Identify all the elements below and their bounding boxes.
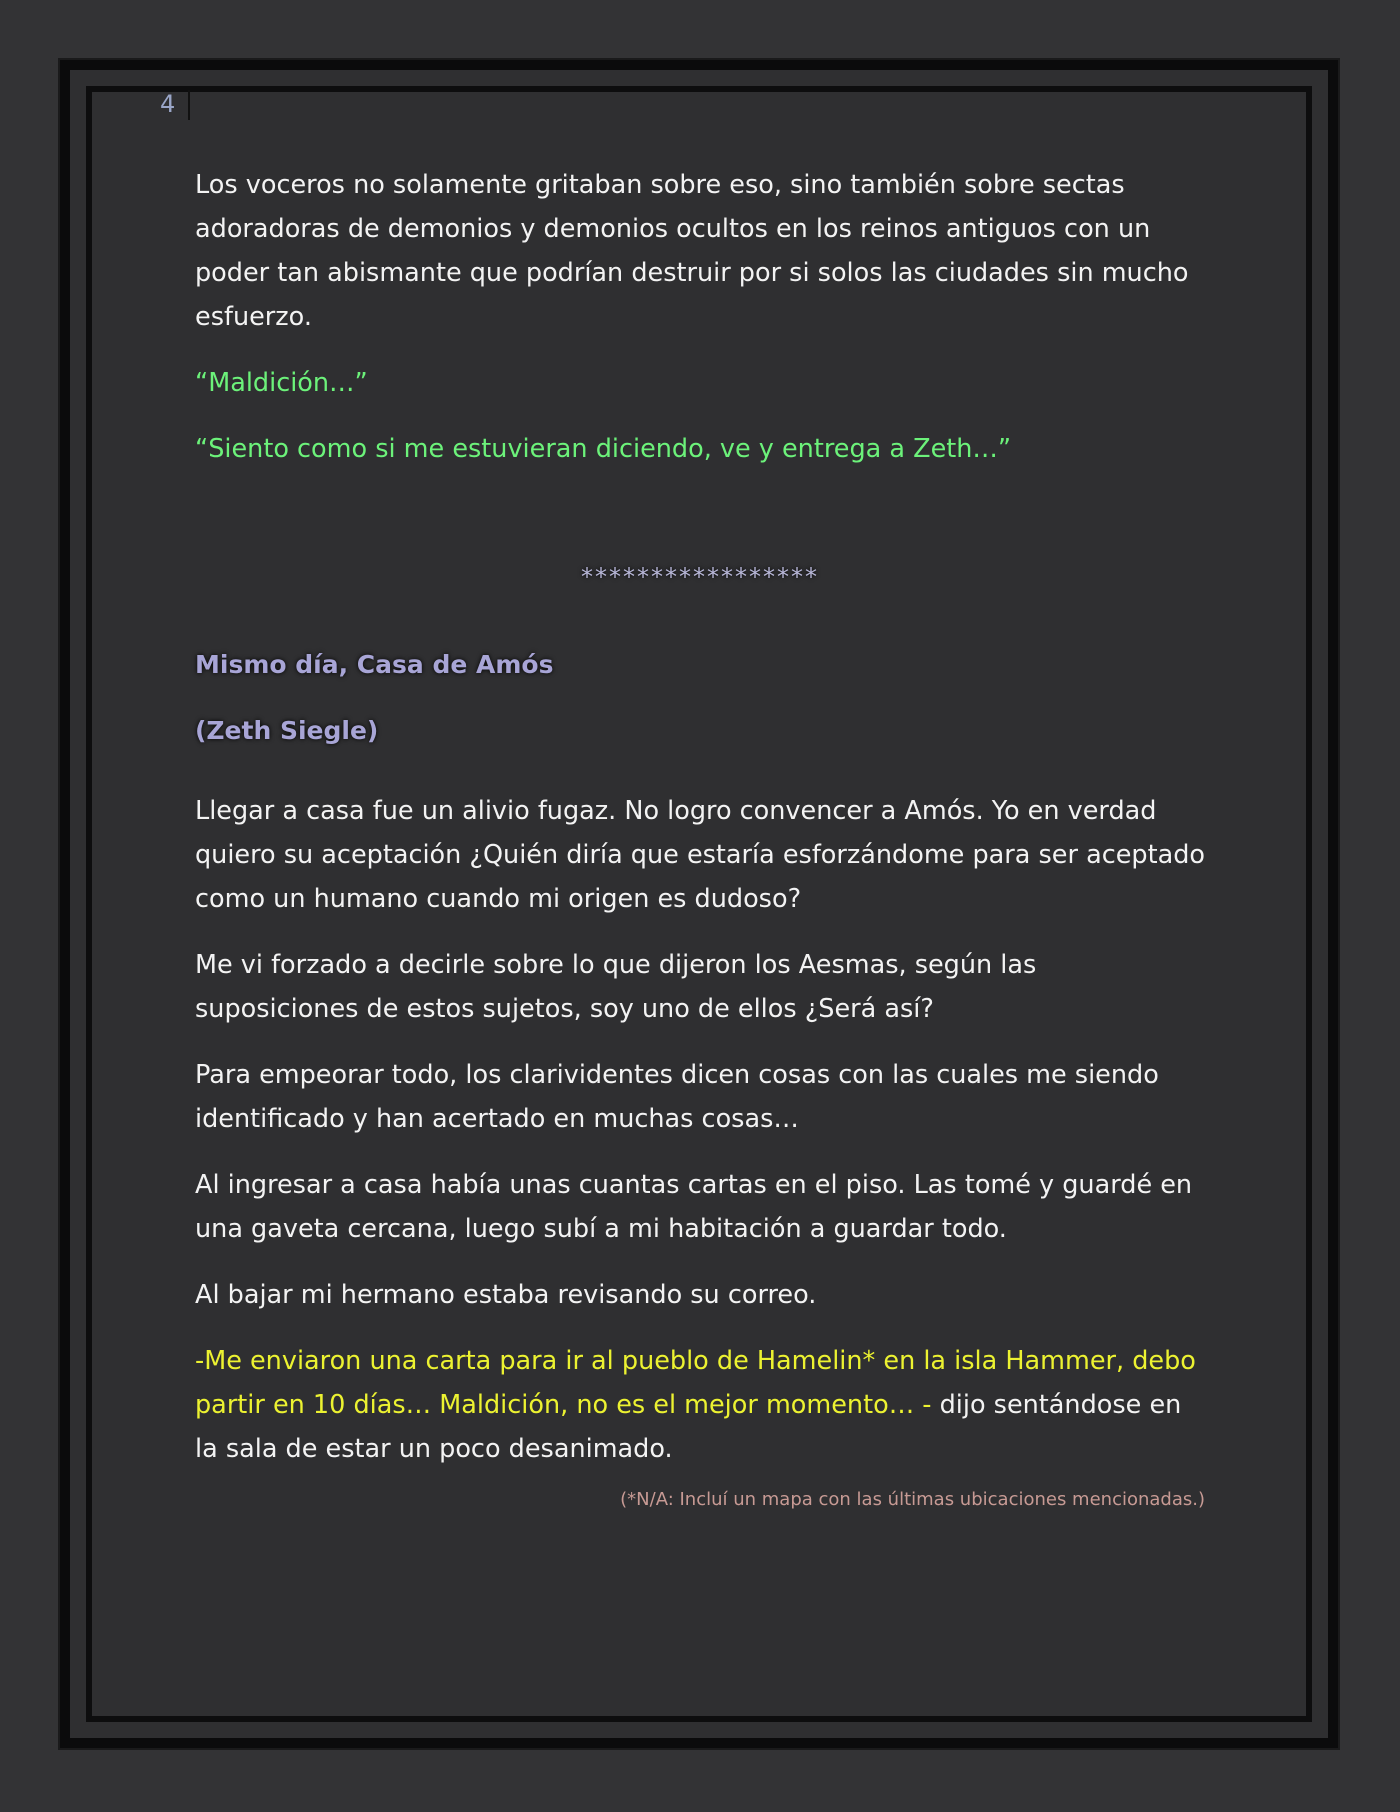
page-number-divider: [188, 90, 190, 120]
thought-maldicion: “Maldición…”: [195, 368, 368, 398]
scene-heading-location: Mismo día, Casa de Amós: [195, 650, 554, 679]
paragraph-voceros: Los voceros no solamente gritaban sobre eso, sino también sobre sectas adoradoras de demonios y demonios ocultos en los reinos antiguos con un poder tan abismante que podrían destruir por si solos las ciudades sin mucho esfuerzo.: [195, 170, 1189, 332]
author-note: (*N/A: Incluí un mapa con las últimas ubicaciones mencionadas.): [620, 1489, 1205, 1510]
paragraph-empeorar: Para empeorar todo, los clarividentes dicen cosas con las cuales me siendo identificado y han acertado en muchas cosas…: [195, 1060, 1159, 1134]
page-frame: [60, 60, 1338, 1748]
paragraph-llegar: Llegar a casa fue un alivio fugaz. No logro convencer a Amós. Yo en verdad quiero su aceptación ¿Quién diría que estaría esforzándome para ser aceptado como un humano cuando mi origen es dudoso?: [195, 796, 1206, 914]
page-content: [195, 163, 1205, 1535]
paragraph-forzado: Me vi forzado a decirle sobre lo que dijeron los Aesmas, según las suposiciones de estos sujetos, soy uno de ellos ¿Será así?: [195, 950, 1037, 1024]
narration-hermano: dijo sentándose en la sala de estar un poco desanimado.: [195, 1390, 1182, 1464]
thought-entrega: “Siento como si me estuvieran diciendo, ve y entrega a Zeth…”: [195, 434, 1012, 464]
scene-divider: *****************: [581, 563, 819, 591]
paragraph-cartas: Al ingresar a casa había unas cuantas cartas en el piso. Las tomé y guardé en una gaveta cercana, luego subí a mi habitación a guardar todo.: [195, 1170, 1193, 1244]
dialogue-hermano: -Me enviaron una carta para ir al pueblo de Hamelin* en la isla Hammer, debo partir en 10 días… Maldición, no es el mejor momento… -: [195, 1346, 1196, 1420]
page-number: 4: [160, 90, 176, 118]
paragraph-dialogue: [195, 1339, 1205, 1471]
scene-heading-pov: (Zeth Siegle): [195, 716, 379, 745]
paragraph-correo: Al bajar mi hermano estaba revisando su correo.: [195, 1280, 817, 1310]
